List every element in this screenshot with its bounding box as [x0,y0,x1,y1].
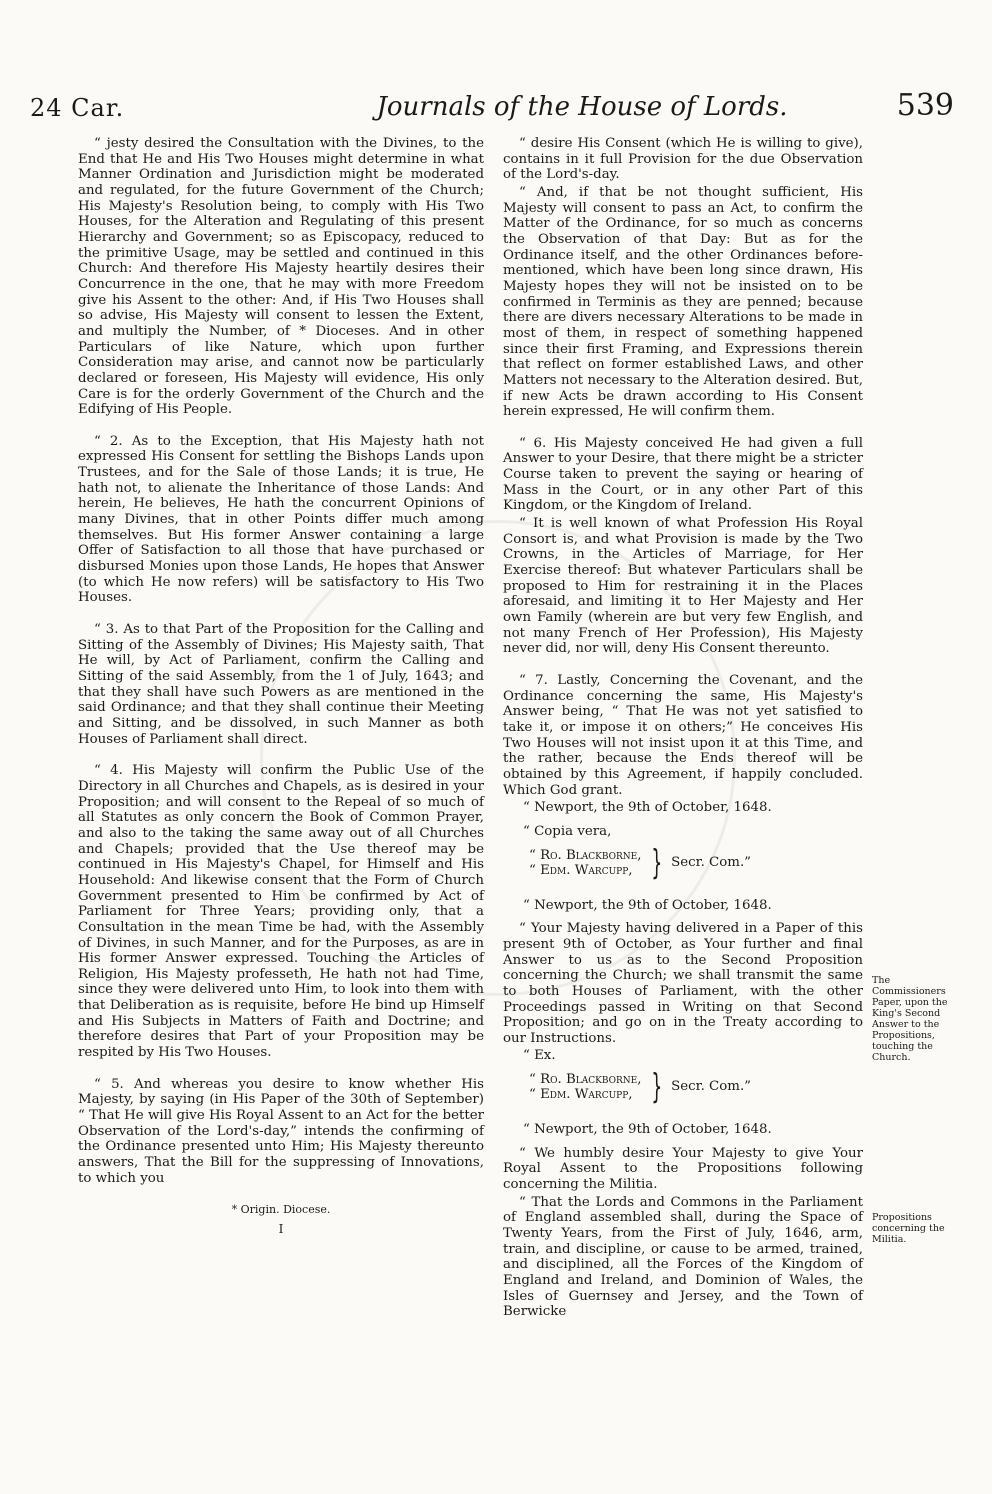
paragraph: “ That the Lords and Commons in the Parliament of England assembled shall, during the Space of Twenty Years, from the First of July, 1646, arm, train, and discipline, or cause to be armed, trained, and disciplined, all the Forces of the Kingdom of England and Ireland, and Dominion of Wales, the Isles of Guernsey and Jersey, and the Town of Berwicke [503,1194,863,1320]
signers-block [529,842,863,883]
paragraph: “ Your Majesty having delivered in a Paper of this present 9th of October, as Your further and final Answer to us as to the Second Proposition concerning the Church; we shall transmit the same to both Houses of Parliament, with the other Proceedings passed in Writing on that Second Proposition; and go on in the Treaty according to our Instructions. [503,921,863,1046]
header-title: Journals of the House of Lords. [376,92,788,122]
margin-note: Propositions concerning the Militia. [872,1212,945,1245]
signer-name: “ Edm. Warcupp, [529,862,633,878]
brace-icon: } [650,842,662,883]
margin-note: The Commissioners Paper, upon the King's Second Answer to the Propositions, touching the Church. [872,975,948,1063]
signer-names [529,1072,642,1102]
paragraph: “ It is well known of what Profession His Royal Consort is, and what Provision is made by the Two Crowns, in the Articles of Marriage, for Her Exercise thereof: But whatever Particulars shall be proposed to Him for restraining it in the Places aforesaid, and limiting it to Her Majesty and Her own Family (wherein are but very few English, and not many French of Her Profession), His Majesty never did, nor will, deny His Consent thereunto. [503,516,863,657]
paragraph: “ jesty desired the Consultation with the Divines, to the End that He and His Two Houses might determine in what Manner Ordination and Jurisdiction might be moderated and regulated, for the future Government of the Church; His Majesty's Resolution being, to comply with His Two Houses, for the Alteration and Regulating of this present Hierarchy and Government; so as Episcopacy, reduced to the primitive Usage, may be settled and continued in this Church: And therefore His Majesty heartily desires their Concurrence in the one, that he may with more Freedom give his Assent to the other: And, if His Two Houses shall so advise, His Majesty will consent to lessen the Extent, and multiply the Number, of * Dioceses. And in other Particulars of like Nature, which upon further Consideration may arise, and cannot now be particularly declared or foreseen, His Majesty will evidence, His only Care is for the orderly Government of the Church and the Edifying of His People. [78,136,484,418]
paragraph: “ 6. His Majesty conceived He had given a full Answer to your Desire, that there might be a stricter Course taken to prevent the saying or hearing of Mass in the Court, or in any other Part of this Kingdom, or the Kingdom of Ireland. [503,435,863,514]
paragraph: “ 3. As to that Part of the Proposition for the Calling and Sitting of the Assembly of Divines; His Majesty saith, That He will, by Act of Parliament, confirm the Calling and Sitting of the said Assembly, from the 1 of July, 1643; and that they shall have such Powers as are mentioned in the said Ordinance; and that they shall continue their Meeting and Sitting, and be dissolved, in such Manner as both Houses of Parliament shall direct. [78,622,484,747]
right-column [503,136,863,1336]
signer-name: “ Ro. Blackborne, [529,1072,642,1088]
paragraph: “ And, if that be not thought sufficient, His Majesty will consent to pass an Act, to confirm the Matter of the Ordinance, for so much as concerns the Observation of that Day: But as for the Ordinance itself, and the other Ordinances before-mentioned, which have been long since drawn, His Majesty hopes they will not be insisted on to be confirmed in Terminis as they are penned; because there are divers necessary Alterations to be made in most of them, in respect of something happened since their first Framing, and Expressions therein that reflect on former established Laws, and other Matters not necessary to the Alteration desired. But, if new Acts be drawn according to His Consent herein expressed, He will confirm them. [503,184,863,420]
paragraph: “ 5. And whereas you desire to know whether His Majesty, by saying (in His Paper of the 30th of September) “ That He will give His Royal Assent to an Act for the better Observation of the Lord's-day,” intends the confirming of the Ordinance presented unto Him; His Majesty thereunto answers, That the Bill for the suppressing of Innovations, to which you [78,1076,484,1186]
brace-icon: } [650,1067,662,1108]
dateline: “ Newport, the 9th of October, 1648. [523,800,772,816]
footnote: * Origin. Diocese. [231,1203,331,1217]
signers-block [529,1067,863,1108]
signer-name: “ Ro. Blackborne, [529,847,642,863]
header-regnal-year: 24 Car. [30,94,125,122]
copia-vera: “ Copia vera, [523,823,612,839]
paragraph: “ 2. As to the Exception, that His Majesty hath not expressed His Consent for settling the Bishops Lands upon Trustees, and for the Sale of those Lands; it is true, He hath not, to alienate the Inheritance of those Lands: And herein, He believes, He hath the concurrent Opinions of many Divines, that in other Points differ much among themselves. But His former Answer containing a large Offer of Satisfaction to all those that have purchased or disbursed Monies upon those Lands, He hopes that Answer (to which He now refers) will be satisfactory to His Two Houses. [78,433,484,606]
paragraph: “ desire His Consent (which He is willing to give), contains in it full Provision for the due Observation of the Lord's-day. [503,136,863,183]
paragraph: “ We humbly desire Your Majesty to give Your Royal Assent to the Propositions following concerning the Militia. [503,1145,863,1193]
page-header [30,86,954,130]
dateline: “ Newport, the 9th of October, 1648. [523,897,772,913]
secretary-label: Secr. Com.” [671,1079,752,1095]
page-number: 539 [896,88,954,123]
paragraph: “ 7. Lastly, Concerning the Covenant, and the Ordinance concerning the same, His Majesty's Answer being, “ That He was not yet satisfied to take it, or impose it on others;” He conceives His Two Houses will not insist upon it at this Time, and the rather, because the Ends thereof will be obtained by this Agreement, if happily concluded. Which God grant. [503,673,863,798]
left-column [78,136,484,1238]
signer-name: “ Edm. Warcupp, [529,1087,633,1103]
signer-names [529,848,642,878]
dateline: “ Newport, the 9th of October, 1648. [523,1122,772,1138]
secretary-label: Secr. Com.” [671,854,752,870]
ex-label: “ Ex. [523,1048,556,1064]
paragraph: “ 4. His Majesty will confirm the Public Use of the Directory in all Churches and Chapels, as is desired in your Proposition; and will consent to the Repeal of so much of all Statutes as only concern the Book of Common Prayer, and also to the taking the same away out of all Churches and Chapels; provided that the Use thereof may be continued in His Majesty's Chapel, for Himself and His Household: And likewise consent that the Form of Church Government presented to Him be confirmed by Act of Parliament for Three Years; providing only, that a Consultation in the mean Time be had, with the Assembly of Divines, in such Manner, and for the Purposes, as are in His former Answer expressed. Touching the Articles of Religion, His Majesty professeth, He hath not had Time, since they were delivered unto Him, to look into them with that Deliberation as is requisite, before He bind up Himself and His Subjects in Matters of Faith and Doctrine; and therefore desires that Part of your Proposition may be respited by His Two Houses. [78,763,484,1061]
signature-mark: I [278,1222,284,1236]
